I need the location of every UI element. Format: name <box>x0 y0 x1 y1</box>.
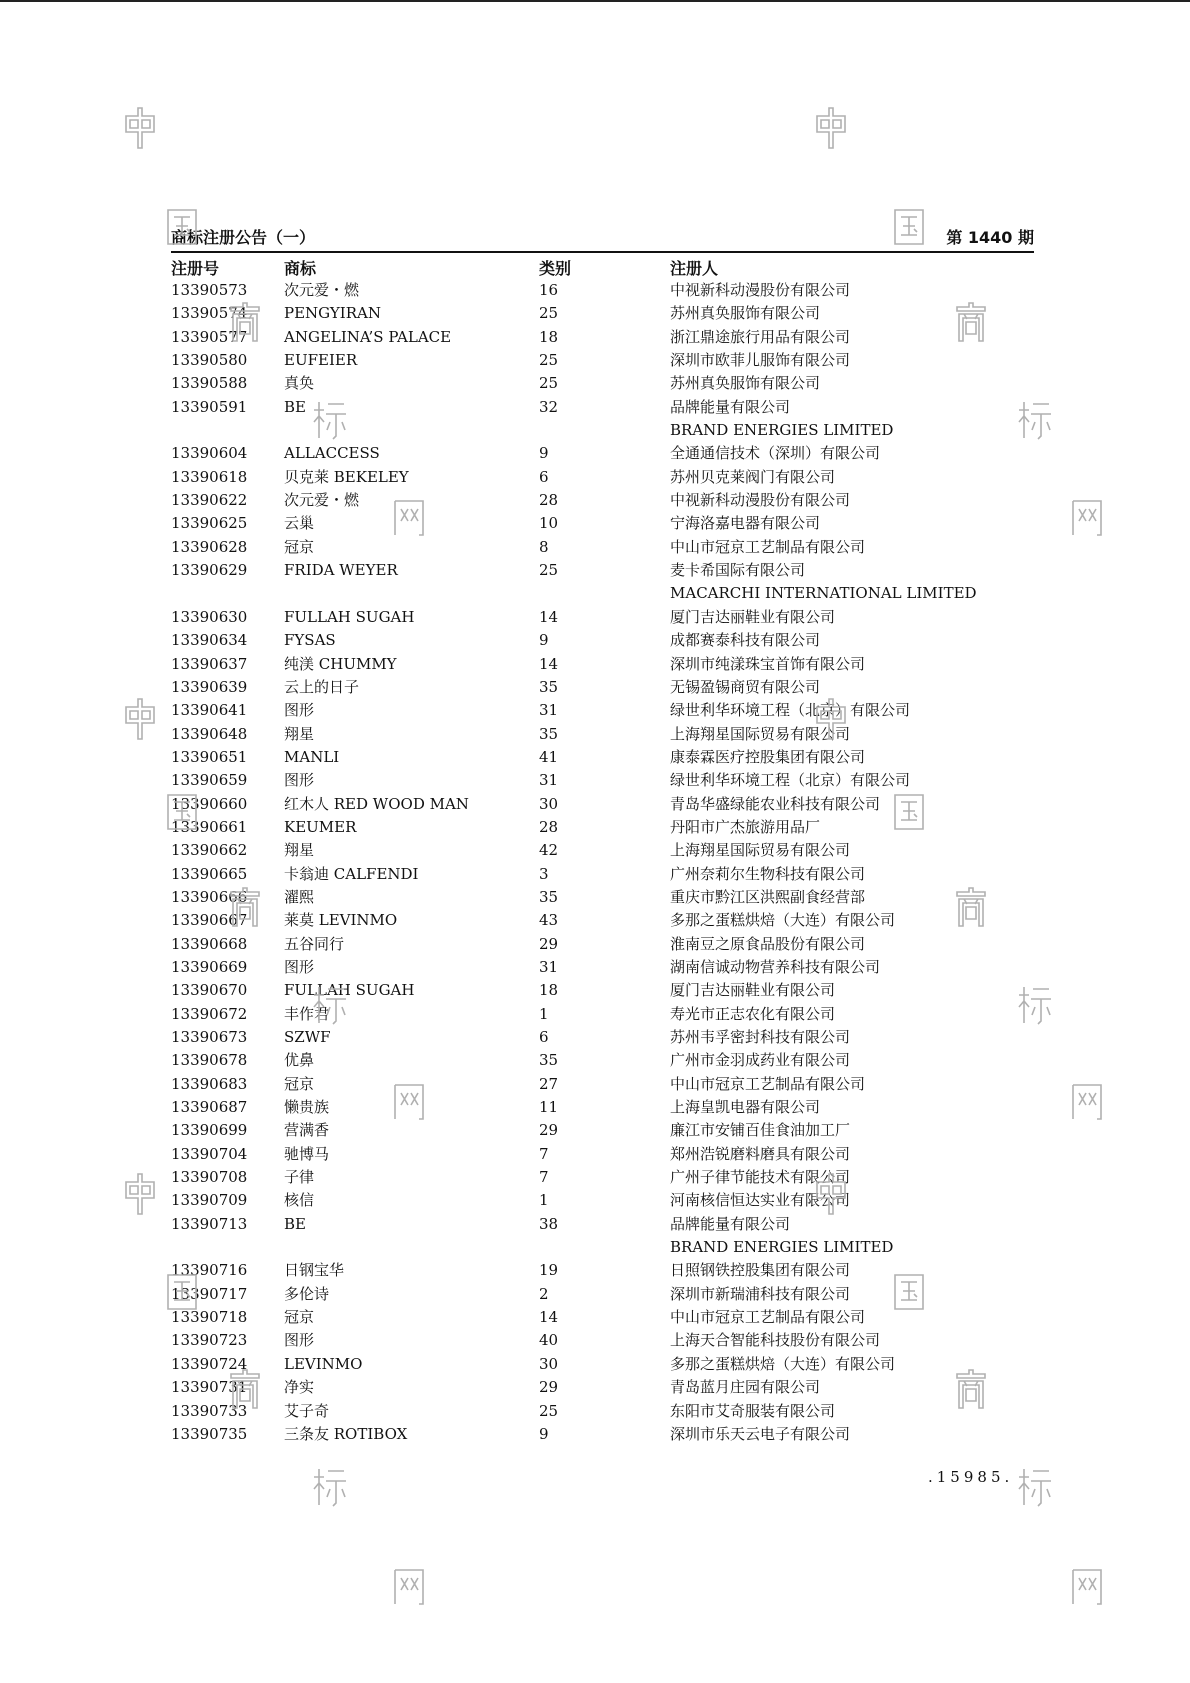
class-number: 27 <box>539 1074 559 1093</box>
registration-number: 13390648 <box>171 724 248 743</box>
registrant-name: MACARCHI INTERNATIONAL LIMITED <box>670 584 977 603</box>
registration-number: 13390639 <box>171 677 248 696</box>
trademark-name: 艾子奇 <box>284 1401 330 1420</box>
class-number: 35 <box>539 724 559 743</box>
zhong-watermark-icon <box>812 1172 850 1216</box>
registration-number: 13390629 <box>171 561 248 580</box>
shang-watermark-icon <box>952 1367 990 1411</box>
registrant-name: 苏州真奂服饰有限公司 <box>670 374 821 393</box>
guo-watermark-icon <box>890 205 928 249</box>
registrant-name: 浙江鼎途旅行用品有限公司 <box>670 327 851 346</box>
trademark-name: 翔星 <box>284 724 315 743</box>
wang-watermark-icon <box>390 1080 428 1124</box>
class-number: 25 <box>539 304 559 323</box>
registration-number: 13390573 <box>171 281 248 299</box>
trademark-name: 优鼻 <box>284 1051 315 1070</box>
class-number: 11 <box>539 1098 559 1117</box>
class-number: 9 <box>539 444 549 463</box>
registrant-name: 淮南豆之原食品股份有限公司 <box>670 934 866 953</box>
zhong-watermark-icon <box>121 106 159 150</box>
biao-watermark-icon <box>310 1465 348 1509</box>
table-row <box>0 536 1190 559</box>
registration-number: 13390704 <box>171 1144 248 1163</box>
class-number: 14 <box>539 1308 559 1327</box>
trademark-name: 核信 <box>284 1191 315 1210</box>
trademark-name: 营满香 <box>284 1121 330 1140</box>
table-row <box>0 909 1190 932</box>
trademark-name: 图形 <box>284 771 315 790</box>
registrant-name: 苏州贝克莱阀门有限公司 <box>670 467 836 486</box>
class-number: 16 <box>539 281 559 299</box>
table-row <box>0 1189 1190 1212</box>
class-number: 6 <box>539 467 549 486</box>
registrant-name: 深圳市新瑞浦科技有限公司 <box>670 1284 851 1303</box>
shang-watermark-icon <box>226 300 264 344</box>
registration-number: 13390733 <box>171 1401 248 1420</box>
column-header-mark: 商标 <box>284 259 317 278</box>
registrant-name: 河南核信恒达实业有限公司 <box>670 1191 851 1210</box>
trademark-name: 纯渼 CHUMMY <box>284 654 397 673</box>
class-number: 7 <box>539 1168 549 1187</box>
trademark-name: 贝克莱 BEKELEY <box>284 467 409 486</box>
table-row <box>0 1376 1190 1399</box>
class-number: 1 <box>539 1004 549 1023</box>
wang-watermark-icon <box>1068 1565 1106 1609</box>
class-number: 10 <box>539 514 559 533</box>
table-row <box>0 279 1190 302</box>
registrant-name: 多那之蛋糕烘焙（大连）有限公司 <box>670 1354 896 1373</box>
registrant-name: 深圳市欧菲儿服饰有限公司 <box>670 351 851 370</box>
registrant-name: 上海皇凯电器有限公司 <box>670 1098 821 1117</box>
table-row <box>0 839 1190 862</box>
registration-number: 13390634 <box>171 631 248 650</box>
table-row <box>0 886 1190 909</box>
class-number: 9 <box>539 1424 549 1443</box>
class-number: 9 <box>539 631 549 650</box>
trademark-name: KEUMER <box>284 817 357 836</box>
table-row <box>0 653 1190 676</box>
page-number: .15985. <box>928 1468 1014 1486</box>
table-row <box>0 512 1190 535</box>
registrant-name: 多那之蛋糕烘焙（大连）有限公司 <box>670 911 896 930</box>
registrant-name: 品牌能量有限公司 <box>670 397 791 416</box>
trademark-name: 三条友 ROTIBOX <box>284 1424 408 1443</box>
registration-number: 13390637 <box>171 654 248 673</box>
trademark-name: 丰作君 <box>284 1004 330 1023</box>
class-number: 38 <box>539 1214 559 1233</box>
table-row <box>0 489 1190 512</box>
guo-watermark-icon <box>890 790 928 834</box>
column-header-number: 注册号 <box>171 259 220 278</box>
guo-watermark-icon <box>163 1270 201 1314</box>
registration-number: 13390641 <box>171 701 248 720</box>
table-row <box>0 466 1190 489</box>
table-row <box>0 629 1190 652</box>
guo-watermark-icon <box>163 205 201 249</box>
registration-number: 13390661 <box>171 817 248 836</box>
class-number: 7 <box>539 1144 549 1163</box>
class-number: 1 <box>539 1191 549 1210</box>
wang-watermark-icon <box>1068 1080 1106 1124</box>
table-row <box>0 1329 1190 1352</box>
class-number: 32 <box>539 397 559 416</box>
zhong-watermark-icon <box>121 697 159 741</box>
registrant-name: 中山市冠京工艺制品有限公司 <box>670 537 866 556</box>
registrant-name: 康泰霖医疗控股集团有限公司 <box>670 747 866 766</box>
table-row <box>0 863 1190 886</box>
registrant-name: 品牌能量有限公司 <box>670 1214 791 1233</box>
registrant-name: 日照钢铁控股集团有限公司 <box>670 1261 851 1280</box>
trademark-name: 莱莫 LEVINMO <box>284 911 398 930</box>
class-number: 31 <box>539 957 559 976</box>
trademark-name: BE <box>284 1214 306 1233</box>
trademark-name: 多伦诗 <box>284 1284 330 1303</box>
registration-number: 13390678 <box>171 1051 248 1070</box>
registrant-name: 丹阳市广杰旅游用品厂 <box>670 817 821 836</box>
trademark-name: 冠京 <box>284 537 315 556</box>
table-row <box>0 1003 1190 1026</box>
table-row <box>0 349 1190 372</box>
registrant-name: 廉江市安铺百佳食油加工厂 <box>670 1121 851 1140</box>
registration-number: 13390718 <box>171 1308 248 1327</box>
class-number: 41 <box>539 747 559 766</box>
trademark-name: 次元爱・燃 <box>284 281 360 299</box>
registrant-name: 成都赛泰科技有限公司 <box>670 631 821 650</box>
class-number: 42 <box>539 841 559 860</box>
registration-number: 13390723 <box>171 1331 248 1350</box>
class-number: 29 <box>539 1121 559 1140</box>
class-number: 30 <box>539 794 559 813</box>
table-row <box>0 1213 1190 1236</box>
registrant-name: 广州子律节能技术有限公司 <box>670 1168 851 1187</box>
registration-number: 13390665 <box>171 864 248 883</box>
registration-number: 13390666 <box>171 887 248 906</box>
table-row <box>0 1119 1190 1142</box>
table-row <box>0 1049 1190 1072</box>
zhong-watermark-icon <box>812 697 850 741</box>
wang-watermark-icon <box>1068 496 1106 540</box>
registrant-name: 深圳市纯漾珠宝首饰有限公司 <box>670 654 866 673</box>
registrant-name: BRAND ENERGIES LIMITED <box>670 1238 894 1257</box>
trademark-name: 净实 <box>284 1378 315 1397</box>
column-header-class: 类别 <box>539 259 572 278</box>
trademark-name: 图形 <box>284 1331 315 1350</box>
class-number: 28 <box>539 817 559 836</box>
registration-number: 13390709 <box>171 1191 248 1210</box>
trademark-name: 濯熙 <box>284 887 315 906</box>
table-row <box>0 956 1190 979</box>
registrant-name: 中视新科动漫股份有限公司 <box>670 281 851 299</box>
table-row <box>0 1143 1190 1166</box>
registration-number: 13390699 <box>171 1121 248 1140</box>
class-number: 25 <box>539 374 559 393</box>
registration-number: 13390673 <box>171 1028 248 1046</box>
registration-number: 13390687 <box>171 1098 248 1117</box>
registration-number: 13390591 <box>171 397 248 416</box>
table-row <box>0 676 1190 699</box>
registrant-name: 上海天合智能科技股份有限公司 <box>670 1331 881 1350</box>
registration-number: 13390667 <box>171 911 248 930</box>
trademark-name: LEVINMO <box>284 1354 363 1373</box>
trademark-name: 五谷同行 <box>284 934 345 953</box>
trademark-name: BE <box>284 397 306 416</box>
registrant-name: 青岛蓝月庄园有限公司 <box>670 1378 821 1397</box>
shang-watermark-icon <box>952 885 990 929</box>
registrant-name: 郑州浩锐磨料磨具有限公司 <box>670 1144 851 1163</box>
table-row <box>0 442 1190 465</box>
registration-number: 13390670 <box>171 981 248 1000</box>
registrant-name: 深圳市乐天云电子有限公司 <box>670 1424 851 1443</box>
registration-number: 13390672 <box>171 1004 248 1023</box>
table-row <box>0 419 1190 442</box>
table-row <box>0 1096 1190 1119</box>
trademark-name: 卡翁迪 CALFENDI <box>284 864 419 883</box>
class-number: 29 <box>539 1378 559 1397</box>
biao-watermark-icon <box>310 983 348 1027</box>
registration-number: 13390735 <box>171 1424 248 1443</box>
registration-number: 13390588 <box>171 374 248 393</box>
registration-number: 13390716 <box>171 1261 248 1280</box>
table-row <box>0 979 1190 1002</box>
table-row <box>0 396 1190 419</box>
table-row <box>0 933 1190 956</box>
class-number: 31 <box>539 701 559 720</box>
registration-number: 13390651 <box>171 747 248 766</box>
registration-number: 13390630 <box>171 607 248 626</box>
class-number: 14 <box>539 654 559 673</box>
registration-number: 13390622 <box>171 491 248 510</box>
registrant-name: 上海翔星国际贸易有限公司 <box>670 841 851 860</box>
class-number: 18 <box>539 327 559 346</box>
table-row <box>0 1400 1190 1423</box>
class-number: 2 <box>539 1284 549 1303</box>
registrant-name: 重庆市黔江区洪熙副食经营部 <box>670 887 866 906</box>
registrant-name: 绿世利华环境工程（北京）有限公司 <box>670 771 911 790</box>
trademark-name: 次元爱・燃 <box>284 491 360 510</box>
biao-watermark-icon <box>310 398 348 442</box>
registrant-name: 广州奈莉尔生物科技有限公司 <box>670 864 866 883</box>
biao-watermark-icon <box>1015 398 1053 442</box>
class-number: 3 <box>539 864 549 883</box>
trademark-name: 子律 <box>284 1168 315 1187</box>
guo-watermark-icon <box>890 1270 928 1314</box>
trademark-name: PENGYIRAN <box>284 304 381 323</box>
trademark-name: EUFEIER <box>284 351 358 370</box>
registration-number: 13390713 <box>171 1214 248 1233</box>
class-number: 8 <box>539 537 549 556</box>
table-row <box>0 606 1190 629</box>
zhong-watermark-icon <box>121 1172 159 1216</box>
trademark-name: 红木人 RED WOOD MAN <box>284 794 469 813</box>
column-header-registrant: 注册人 <box>670 259 719 278</box>
registrant-name: 上海翔星国际贸易有限公司 <box>670 724 851 743</box>
zhong-watermark-icon <box>812 106 850 150</box>
shang-watermark-icon <box>226 885 264 929</box>
class-number: 35 <box>539 887 559 906</box>
issue-number: 第 1440 期 <box>946 228 1034 247</box>
class-number: 18 <box>539 981 559 1000</box>
class-number: 35 <box>539 677 559 696</box>
table-row <box>0 699 1190 722</box>
trademark-name: 云上的日子 <box>284 677 360 696</box>
registrant-name: 青岛华盛绿能农业科技有限公司 <box>670 794 881 813</box>
table-row <box>0 559 1190 582</box>
class-number: 19 <box>539 1261 559 1280</box>
shang-watermark-icon <box>952 300 990 344</box>
trademark-name: FRIDA WEYER <box>284 561 398 580</box>
trademark-name: 驰博马 <box>284 1144 330 1163</box>
table-row <box>0 372 1190 395</box>
table-row <box>0 302 1190 325</box>
class-number: 25 <box>539 351 559 370</box>
table-row <box>0 1026 1190 1049</box>
registrant-name: 宁海洛嘉电器有限公司 <box>670 514 821 533</box>
table-row <box>0 1166 1190 1189</box>
registration-number: 13390708 <box>171 1168 248 1187</box>
trademark-name: ALLACCESS <box>284 444 380 463</box>
class-number: 30 <box>539 1354 559 1373</box>
page-title: 商标注册公告（一） <box>171 228 316 247</box>
trademark-name: 图形 <box>284 701 315 720</box>
registration-number: 13390660 <box>171 794 248 813</box>
wang-watermark-icon <box>390 496 428 540</box>
biao-watermark-icon <box>1015 983 1053 1027</box>
registration-number: 13390628 <box>171 537 248 556</box>
top-border <box>0 0 1190 2</box>
class-number: 29 <box>539 934 559 953</box>
trademark-name: ANGELINA’S PALACE <box>284 327 452 346</box>
registrant-name: 麦卡希国际有限公司 <box>670 561 806 580</box>
table-row <box>0 1236 1190 1259</box>
trademark-name: 真奂 <box>284 374 315 393</box>
registrant-name: 寿光市正志农化有限公司 <box>670 1004 836 1023</box>
class-number: 25 <box>539 561 559 580</box>
trademark-name: 日钢宝华 <box>284 1261 345 1280</box>
table-row <box>0 746 1190 769</box>
trademark-name: 冠京 <box>284 1308 315 1327</box>
class-number: 35 <box>539 1051 559 1070</box>
class-number: 25 <box>539 1401 559 1420</box>
biao-watermark-icon <box>1015 1465 1053 1509</box>
registrant-name: 中山市冠京工艺制品有限公司 <box>670 1308 866 1327</box>
guo-watermark-icon <box>163 790 201 834</box>
class-number: 31 <box>539 771 559 790</box>
trademark-name: 冠京 <box>284 1074 315 1093</box>
registration-number: 13390577 <box>171 327 248 346</box>
registrant-name: 苏州韦孚密封科技有限公司 <box>670 1028 851 1046</box>
table-row <box>0 723 1190 746</box>
registration-number: 13390659 <box>171 771 248 790</box>
registrant-name: 湖南信诚动物营养科技有限公司 <box>670 957 881 976</box>
registrant-name: 无锡盈锡商贸有限公司 <box>670 677 821 696</box>
table-row <box>0 1353 1190 1376</box>
trademark-name: 懒贵族 <box>284 1098 330 1117</box>
class-number: 43 <box>539 911 559 930</box>
registration-number: 13390662 <box>171 841 248 860</box>
class-number: 40 <box>539 1331 559 1350</box>
trademark-name: 翔星 <box>284 841 315 860</box>
registration-number: 13390683 <box>171 1074 248 1093</box>
table-row <box>0 326 1190 349</box>
registrant-name: 全通通信技术（深圳）有限公司 <box>670 444 881 463</box>
registrant-name: 厦门吉达丽鞋业有限公司 <box>670 981 836 1000</box>
table-row <box>0 1073 1190 1096</box>
class-number: 6 <box>539 1028 549 1046</box>
registrant-name: 广州市金羽成药业有限公司 <box>670 1051 851 1070</box>
registration-number: 13390668 <box>171 934 248 953</box>
trademark-name: FYSAS <box>284 631 336 650</box>
registration-number: 13390724 <box>171 1354 248 1373</box>
registrant-name: 中视新科动漫股份有限公司 <box>670 491 851 510</box>
trademark-name: MANLI <box>284 747 340 766</box>
wang-watermark-icon <box>390 1565 428 1609</box>
shang-watermark-icon <box>226 1367 264 1411</box>
registration-number: 13390625 <box>171 514 248 533</box>
table-row <box>0 1423 1190 1446</box>
registrant-name: 厦门吉达丽鞋业有限公司 <box>670 607 836 626</box>
registration-number: 13390574 <box>171 304 248 323</box>
registration-number: 13390618 <box>171 467 248 486</box>
registrant-name: 中山市冠京工艺制品有限公司 <box>670 1074 866 1093</box>
registrant-name: 苏州真奂服饰有限公司 <box>670 304 821 323</box>
trademark-name: 图形 <box>284 957 315 976</box>
class-number: 28 <box>539 491 559 510</box>
registration-number: 13390580 <box>171 351 248 370</box>
registration-number: 13390604 <box>171 444 248 463</box>
trademark-name: 云巢 <box>284 514 315 533</box>
trademark-name: FULLAH SUGAH <box>284 981 415 1000</box>
registrant-name: 绿世利华环境工程（北京）有限公司 <box>670 701 911 720</box>
registrant-name: 东阳市艾奇服装有限公司 <box>670 1401 836 1420</box>
trademark-name: SZWF <box>284 1028 331 1046</box>
registrant-name: BRAND ENERGIES LIMITED <box>670 421 894 440</box>
table-row <box>0 582 1190 605</box>
class-number: 14 <box>539 607 559 626</box>
registration-number: 13390669 <box>171 957 248 976</box>
trademark-name: FULLAH SUGAH <box>284 607 415 626</box>
registration-number: 13390731 <box>171 1378 248 1397</box>
registration-number: 13390717 <box>171 1284 248 1303</box>
